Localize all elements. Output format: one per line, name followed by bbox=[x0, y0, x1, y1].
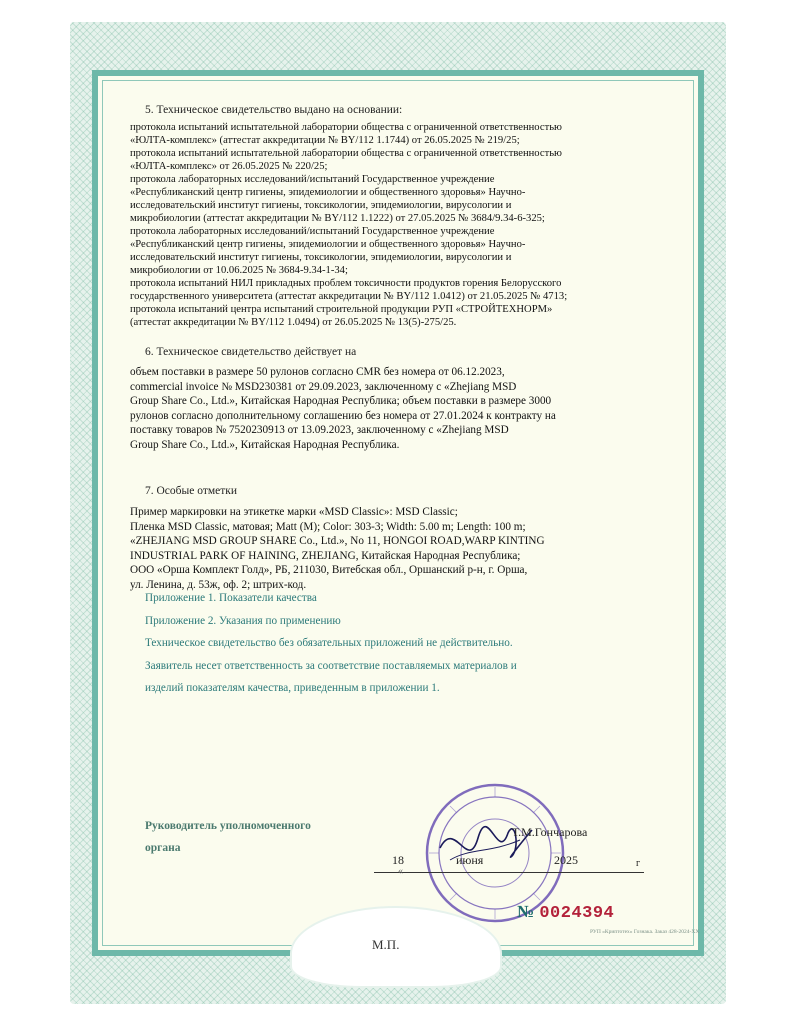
section-7-line: ООО «Орша Комплект Голд», РБ, 211030, Витебская обл., Оршанский р-н, г. Орша, bbox=[130, 564, 528, 576]
section-7-line: ул. Ленина, д. 53ж, оф. 2; штрих-код. bbox=[130, 578, 307, 591]
section-5-line: микробиологии от 10.06.2025 № 3684-9.34-1-34; bbox=[130, 265, 348, 276]
date-year-suffix: г bbox=[636, 858, 641, 869]
appendix-note-validity: Техническое свидетельство без обязательных приложений не действительно. bbox=[145, 637, 513, 649]
section-5-body bbox=[130, 121, 650, 329]
certificate-number-prefix: № bbox=[517, 902, 535, 921]
section-6-line: рулонов согласно дополнительному соглашению без номера от 27.01.2024 к контракту на bbox=[130, 409, 556, 422]
certificate-number-value: 0024394 bbox=[539, 904, 615, 923]
section-5-line: протокола испытаний НИЛ прикладных проблем токсичности продуктов горения Белорусского bbox=[130, 278, 562, 289]
appendix-2: Приложение 2. Указания по применению bbox=[145, 615, 341, 627]
section-5-line: исследовательский институт гигиены, токсикологии, эпидемиологии, вирусологии и bbox=[130, 252, 512, 263]
section-7-line: INDUSTRIAL PARK OF HAINING, ZHEJIANG, Китайская Народная Республика; bbox=[130, 549, 521, 562]
section-5-line: (аттестат аккредитации № BY/112 1.0494) от 26.05.2025 № 13(5)-275/25. bbox=[130, 317, 457, 328]
section-7-line: Пример маркировки на этикетке марки «MSD Classic»: MSD Classic; bbox=[130, 506, 458, 518]
section-6-line: commercial invoice № MSD230381 от 29.09.2023, заключенному с «Zhejiang MSD bbox=[130, 380, 517, 393]
section-6-line: Group Share Co., Ltd.», Китайская Народная Республика. bbox=[130, 438, 400, 451]
appendix-note-responsibility-1: Заявитель несет ответственность за соответствие поставляемых материалов и bbox=[145, 660, 517, 672]
date-year: 2025 bbox=[554, 853, 578, 867]
section-7-body bbox=[130, 505, 650, 592]
section-5-line: «Республиканский центр гигиены, эпидемиологии и общественного здоровья» Научно- bbox=[130, 239, 526, 250]
section-7-line: Пленка MSD Classic, матовая; Matt (M); Color: 303-3; Width: 5.00 m; Length: 100 m; bbox=[130, 520, 526, 533]
section-5-line: протокола испытаний испытательной лаборатории общества с ограниченной ответственностью bbox=[130, 122, 562, 133]
signatory-name: Т.М.Гончарова bbox=[512, 825, 588, 839]
section-5-line: протокола лабораторных исследований/испытаний Государственное учреждение bbox=[130, 174, 495, 185]
section-5-line: протокола лабораторных исследований/испытаний Государственное учреждение bbox=[130, 226, 495, 237]
section-6-line: Group Share Co., Ltd.», Китайская Народная Республика; объем поставки в размере 3000 bbox=[130, 395, 552, 407]
signatory-title-line-2: органа bbox=[145, 842, 181, 854]
date-month: июня bbox=[456, 853, 484, 867]
seal-place-label: М.П. bbox=[372, 937, 400, 952]
signature-date bbox=[374, 852, 644, 873]
signatory-title bbox=[145, 815, 311, 859]
date-quote-mark: « bbox=[398, 866, 403, 877]
section-5-line: «ЮЛТА-комплекс» (аттестат аккредитации № BY/112 1.1744) от 26.05.2025 № 219/25; bbox=[130, 135, 520, 146]
section-6-line: поставку товаров № 7520230913 от 13.09.2023, заключенному с «Zhejiang MSD bbox=[130, 424, 509, 436]
signatory-title-line-1: Руководитель уполномоченного bbox=[145, 820, 311, 832]
section-7-line: «ZHEJIANG MSD GROUP SHARE Co., Ltd.», No 11, HONGOI ROAD,WARP KINTING bbox=[130, 535, 545, 547]
appendix-note-responsibility-2: изделий показателям качества, приведенным в приложении 1. bbox=[145, 682, 440, 694]
section-6-body bbox=[130, 365, 650, 452]
print-info: РУП «Криптотех» Гознака. Заказ 428-2024-ХХ bbox=[590, 929, 700, 935]
section-5-line: государственного университета (аттестат аккредитации № BY/112 1.0412) от 21.05.2025 № 4713; bbox=[130, 291, 568, 302]
section-5-line: протокола испытаний центра испытаний строительной продукции РУП «СТРОЙТЕХНОРМ» bbox=[130, 304, 553, 315]
section-5-line: «Республиканский центр гигиены, эпидемиологии и общественного здоровья» Научно- bbox=[130, 187, 526, 198]
certificate-number bbox=[517, 902, 614, 923]
section-6-title: 6. Техническое свидетельство действует на bbox=[145, 346, 357, 358]
appendix-1: Приложение 1. Показатели качества bbox=[145, 592, 317, 604]
date-day: 18 bbox=[392, 853, 404, 867]
section-6-line: объем поставки в размере 50 рулонов согласно CMR без номера от 06.12.2023, bbox=[130, 366, 505, 378]
section-5-line: микробиологии (аттестат аккредитации № BY/112 1.1222) от 27.05.2025 № 3684/9.34-6-325; bbox=[130, 213, 545, 224]
section-5-line: исследовательский институт гигиены, токсикологии, эпидемиологии, вирусологии и bbox=[130, 200, 512, 211]
section-7-title: 7. Особые отметки bbox=[145, 485, 237, 497]
section-5-line: «ЮЛТА-комплекс» от 26.05.2025 № 220/25; bbox=[130, 161, 328, 172]
section-5-title: 5. Техническое свидетельство выдано на основании: bbox=[145, 104, 403, 116]
section-5-line: протокола испытаний испытательной лаборатории общества с ограниченной ответственностью bbox=[130, 148, 562, 159]
